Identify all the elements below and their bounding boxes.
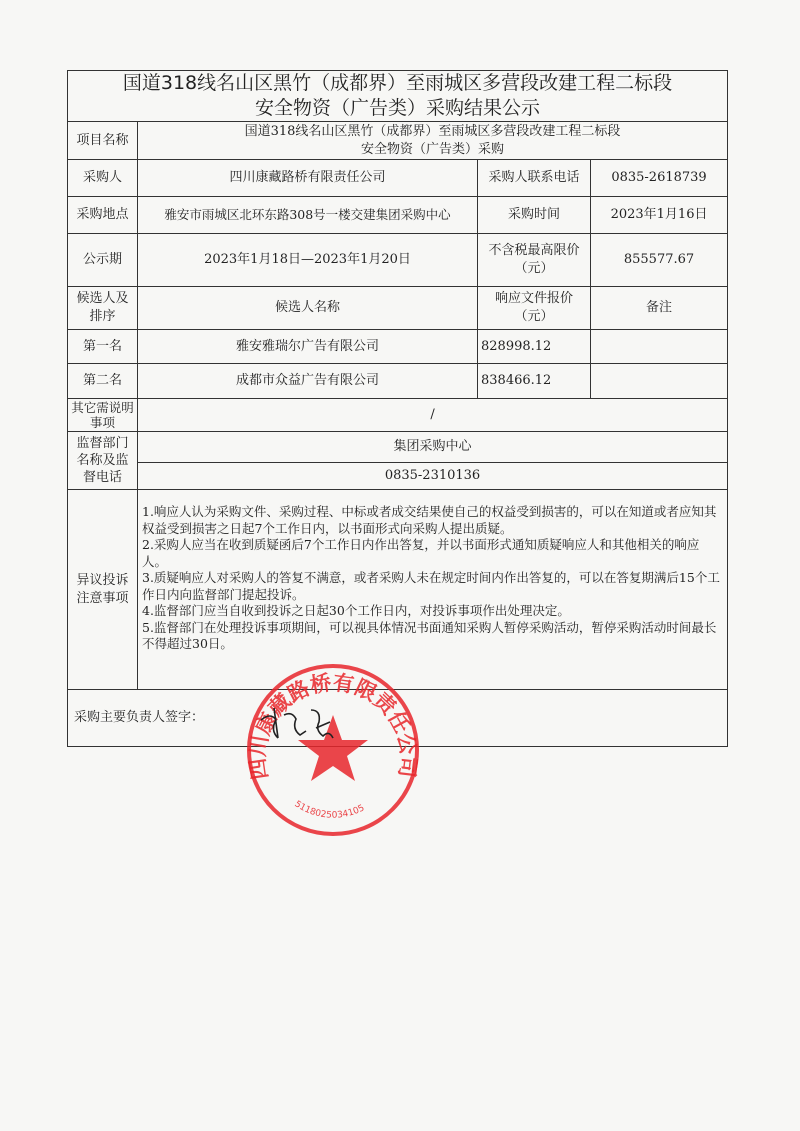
signature-row	[68, 690, 728, 747]
svg-text:5118025034105: 5118025034105	[292, 799, 367, 821]
signature-label: 采购主要负责人签字：	[74, 710, 205, 725]
note-item: 5.监督部门在处理投诉事项期间，可以视具体情况书面通知采购人暂停采购活动，暂停采购活动时间最长不得超过30日。	[142, 619, 717, 652]
table-row	[68, 330, 728, 364]
candidate-price: 828998.12	[478, 330, 591, 364]
project-line1: 国道318线名山区黑竹（成都界）至雨城区多营段改建工程二标段	[244, 123, 621, 139]
location-value: 雅安市雨城区北环东路308号一楼交建集团采购中心	[138, 197, 478, 234]
other-label: 其它需说明事项	[68, 399, 138, 432]
location-label: 采购地点	[68, 197, 138, 234]
buyer-value: 四川康藏路桥有限责任公司	[138, 160, 478, 197]
objection-notes	[138, 490, 728, 690]
project-label: 项目名称	[68, 122, 138, 160]
title-line2: 安全物资（广告类）采购结果公示	[255, 97, 541, 119]
project-value	[138, 122, 728, 160]
candidate-remark	[591, 330, 728, 364]
note-item: 2.采购人应当在收到质疑函后7个工作日内作出答复，并以书面形式通知质疑响应人和其他相关的响应人。	[142, 537, 700, 569]
rank: 第一名	[68, 330, 138, 364]
time-label: 采购时间	[478, 197, 591, 234]
table-row	[68, 364, 728, 399]
buyer-phone-label: 采购人联系电话	[478, 160, 591, 197]
candidate-remark	[591, 364, 728, 399]
page-title	[68, 71, 728, 122]
candidate-price: 838466.12	[478, 364, 591, 399]
result-table	[67, 70, 728, 747]
other-value: /	[138, 399, 728, 432]
svg-text:四川康藏路桥有限责任公司: 四川康藏路桥有限责任公司	[245, 670, 421, 782]
price-header: 响应文件报价（元）	[478, 287, 591, 330]
note-item: 4.监督部门应当自收到投诉之日起30个工作日内，对投诉事项作出处理决定。	[142, 603, 570, 619]
candidate-name: 雅安雅瑞尔广告有限公司	[138, 330, 478, 364]
note-item: 3.质疑响应人对采购人的答复不满意，或者采购人未在规定时间内作出答复的，可以在答复期满后15个工作日内向监督部门提起投诉。	[142, 570, 720, 602]
supervisor-phone: 0835-2310136	[138, 463, 728, 490]
max-price: 855577.67	[591, 234, 728, 287]
period-value: 2023年1月18日—2023年1月20日	[138, 234, 478, 287]
note-item: 1.响应人认为采购文件、采购过程、中标或者成交结果使自己的权益受到损害的，可以在知道或者应知其权益受到损害之日起7个工作日内，以书面形式向采购人提出质疑。	[142, 504, 717, 536]
period-label: 公示期	[68, 234, 138, 287]
buyer-phone: 0835-2618739	[591, 160, 728, 197]
rank: 第二名	[68, 364, 138, 399]
rank-header: 候选人及排序	[68, 287, 138, 330]
project-line2: 安全物资（广告类）采购	[361, 141, 505, 157]
candidate-name: 成都市众益广告有限公司	[138, 364, 478, 399]
buyer-label: 采购人	[68, 160, 138, 197]
supervisor-label: 监督部门名称及监督电话	[68, 432, 138, 490]
max-price-label: 不含税最高限价（元）	[478, 234, 591, 287]
title-line1: 国道318线名山区黑竹（成都界）至雨城区多营段改建工程二标段	[122, 72, 673, 94]
supervisor-name: 集团采购中心	[138, 432, 728, 463]
remark-header: 备注	[591, 287, 728, 330]
name-header: 候选人名称	[138, 287, 478, 330]
objection-label: 异议投诉注意事项	[68, 490, 138, 690]
time-value: 2023年1月16日	[591, 197, 728, 234]
